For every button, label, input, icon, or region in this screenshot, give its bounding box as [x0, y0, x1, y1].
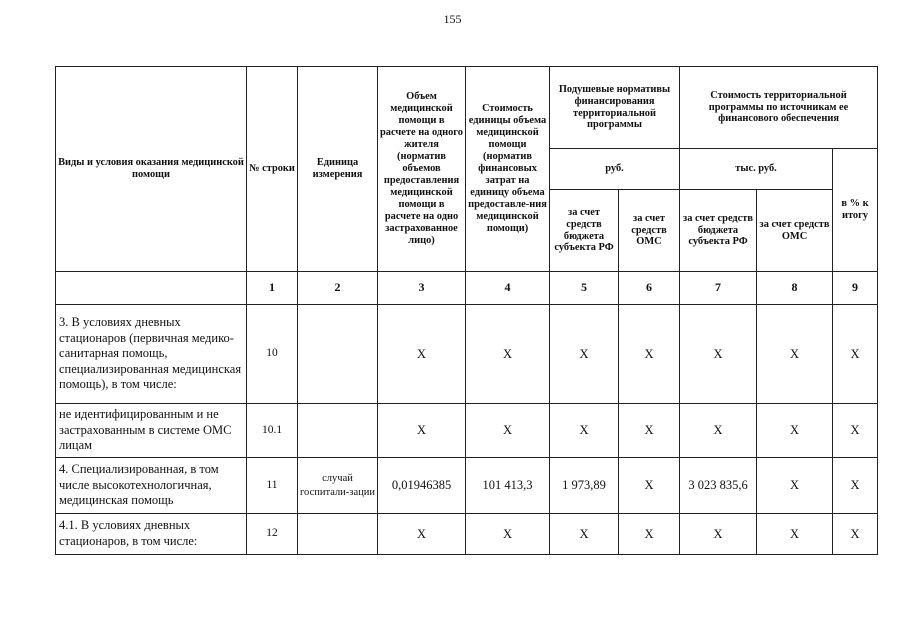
row-cell: Х: [466, 404, 550, 458]
row-unit: случай госпитали-зации: [298, 458, 378, 514]
column-number: 9: [833, 272, 878, 305]
column-number: 2: [298, 272, 378, 305]
table-row: [56, 514, 878, 555]
table-row: [56, 458, 878, 514]
header-rub: руб.: [550, 149, 680, 190]
column-number: 8: [757, 272, 833, 305]
row-cell: Х: [757, 514, 833, 555]
row-cell: Х: [833, 458, 878, 514]
row-cell: Х: [378, 514, 466, 555]
row-cell: Х: [550, 404, 619, 458]
row-cell: Х: [619, 305, 680, 404]
header-total-cost: Стоимость территориальной программы по источникам ее финансового обеспечения: [680, 67, 878, 149]
row-cell: 3 023 835,6: [680, 458, 757, 514]
row-cell: 101 413,3: [466, 458, 550, 514]
row-name: не идентифицированным и не застрахованным в системе ОМС лицам: [56, 404, 247, 458]
header-volume: Объем медицинской помощи в расчете на одного жителя (норматив объемов предоставления медицинской помощи в расчете на одно застрахованное лицо): [378, 67, 466, 272]
header-unit: Единица измерения: [298, 67, 378, 272]
row-cell: Х: [619, 458, 680, 514]
header-thous-rub: тыс. руб.: [680, 149, 833, 190]
column-number-empty: [56, 272, 247, 305]
row-cell: 0,01946385: [378, 458, 466, 514]
column-number: 1: [247, 272, 298, 305]
column-number: 4: [466, 272, 550, 305]
row-cell: Х: [550, 305, 619, 404]
row-cell: Х: [833, 514, 878, 555]
row-cell: Х: [680, 305, 757, 404]
row-cell: Х: [680, 514, 757, 555]
header-oms: за счет средств ОМС: [619, 190, 680, 272]
row-name: 4. Специализированная, в том числе высокотехнологичная, медицинская помощь: [56, 458, 247, 514]
financing-table: [55, 66, 878, 555]
column-numbers-row: [56, 272, 878, 305]
header-oms-2: за счет средств ОМС: [757, 190, 833, 272]
page-number: 155: [443, 12, 462, 26]
row-cell: Х: [466, 305, 550, 404]
row-cell: 1 973,89: [550, 458, 619, 514]
row-line-no: 12: [247, 514, 298, 555]
header-cost-unit: Стоимость единицы объема медицинской помощи (норматив финансовых затрат на единицу объема предоставле-ния медицинской помощи): [466, 67, 550, 272]
header-percent-total: в % к итогу: [833, 149, 878, 272]
column-number: 6: [619, 272, 680, 305]
table-body: [56, 305, 878, 555]
row-unit: [298, 404, 378, 458]
header-line-no: № строки: [247, 67, 298, 272]
row-cell: Х: [680, 404, 757, 458]
header-budget-subject-2: за счет средств бюджета субъекта РФ: [680, 190, 757, 272]
row-name: 4.1. В условиях дневных стационаров, в том числе:: [56, 514, 247, 555]
header-budget-subject: за счет средств бюджета субъекта РФ: [550, 190, 619, 272]
column-number: 5: [550, 272, 619, 305]
row-unit: [298, 305, 378, 404]
row-cell: Х: [378, 305, 466, 404]
row-cell: Х: [619, 514, 680, 555]
column-number: 7: [680, 272, 757, 305]
row-cell: Х: [833, 404, 878, 458]
table-header: [56, 67, 878, 305]
row-name: 3. В условиях дневных стационаров (первичная медико-санитарная помощь, специализированная медицинская помощь), в том числе:: [56, 305, 247, 404]
column-number: 3: [378, 272, 466, 305]
row-line-no: 10: [247, 305, 298, 404]
row-cell: Х: [757, 305, 833, 404]
table-row: [56, 404, 878, 458]
row-cell: Х: [757, 458, 833, 514]
row-line-no: 11: [247, 458, 298, 514]
row-unit: [298, 514, 378, 555]
row-cell: Х: [466, 514, 550, 555]
row-line-no: 10.1: [247, 404, 298, 458]
row-cell: Х: [378, 404, 466, 458]
header-types: Виды и условия оказания медицинской помощи: [56, 67, 247, 272]
table-row: [56, 305, 878, 404]
row-cell: Х: [833, 305, 878, 404]
row-cell: Х: [550, 514, 619, 555]
header-per-capita: Подушевые нормативы финансирования территориальной программы: [550, 67, 680, 149]
row-cell: Х: [757, 404, 833, 458]
row-cell: Х: [619, 404, 680, 458]
